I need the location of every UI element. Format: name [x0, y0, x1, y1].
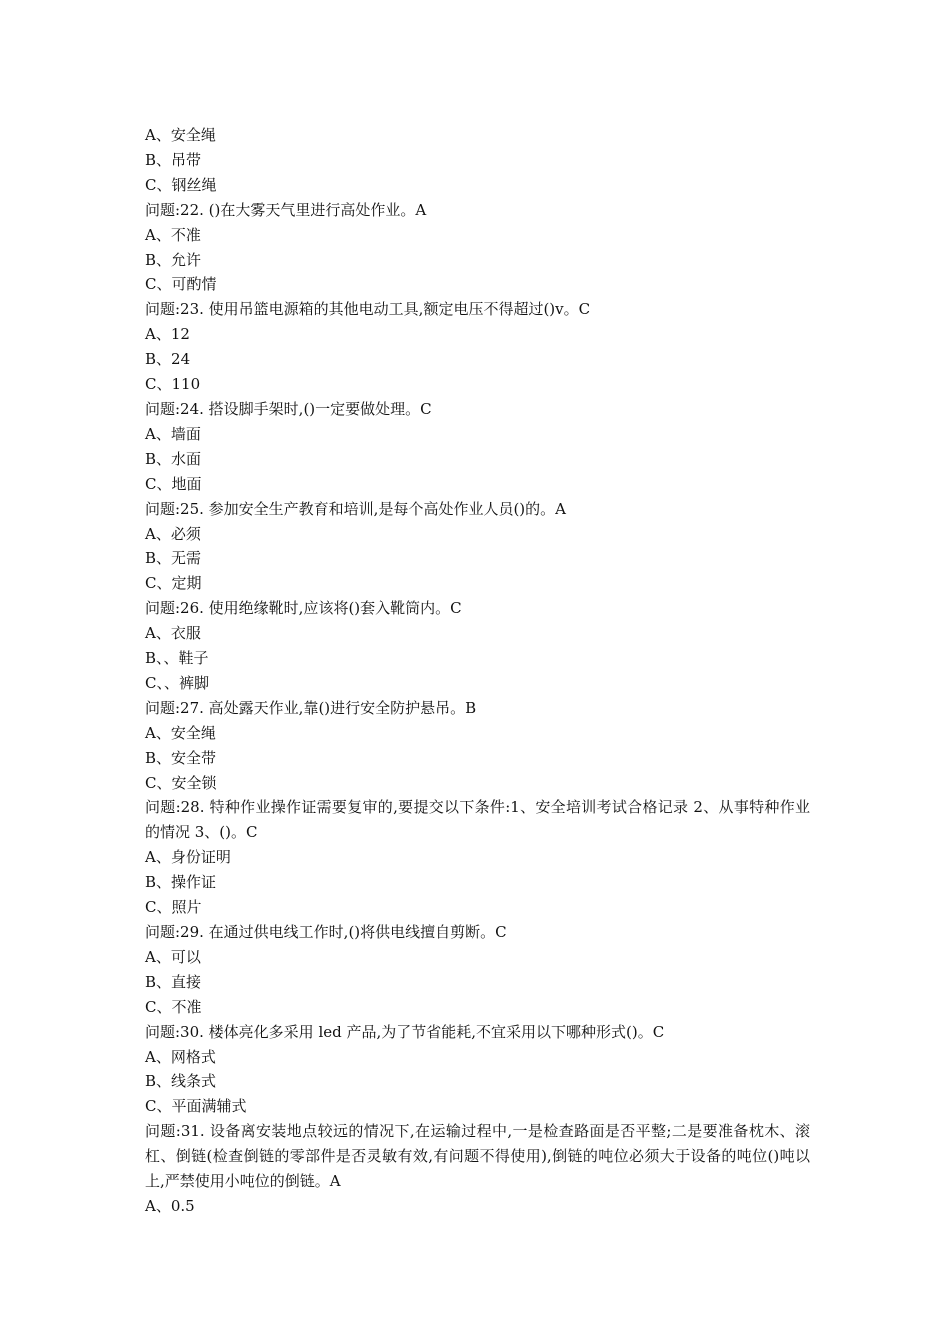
- question-text: 问题:22. ()在大雾天气里进行高处作业。A: [145, 200, 427, 219]
- answer-option: A、可以: [145, 947, 201, 966]
- question-text: 问题:23. 使用吊篮电源箱的其他电动工具,额定电压不得超过()v。C: [145, 300, 591, 319]
- answer-option: A、身份证明: [145, 848, 231, 867]
- answer-option: A、不准: [145, 225, 201, 244]
- answer-option: A、墙面: [145, 424, 201, 443]
- question-text: 问题:31. 设备离安装地点较远的情况下,在运输过程中,一是检查路面是否平整;二是要准备枕木、滚杠、倒链(检查倒链的零部件是否灵敏有效,有问题不得使用),倒链的吨位必须大于设备的吨位()吨以上,严禁使用小吨位的倒链。A: [145, 1122, 810, 1191]
- answer-option: C、照片: [145, 898, 202, 917]
- question-text: 问题:29. 在通过供电线工作时,()将供电线擅自剪断。C: [145, 923, 507, 941]
- answer-option: A、安全绳: [145, 723, 216, 742]
- answer-option: C、110: [145, 375, 201, 394]
- answer-option: A、网格式: [145, 1047, 216, 1066]
- question-text: 问题:26. 使用绝缘靴时,应该将()套入靴筒内。C: [145, 599, 462, 618]
- answer-option: C、定期: [145, 574, 202, 593]
- answer-option: B、吊带: [145, 150, 202, 169]
- answer-option: A、衣服: [145, 624, 201, 643]
- answer-option: A、12: [145, 325, 190, 344]
- answer-option: B、操作证: [145, 873, 217, 892]
- answer-option: C、不准: [145, 997, 202, 1016]
- answer-option: B、直接: [145, 972, 202, 991]
- answer-option: B、24: [145, 350, 191, 369]
- answer-option: C、、裤脚: [145, 673, 209, 692]
- answer-option: C、可酌情: [145, 275, 217, 294]
- answer-option: B、安全带: [145, 748, 217, 767]
- question-text: 问题:27. 高处露天作业,靠()进行安全防护悬吊。B: [145, 698, 477, 717]
- answer-option: A、必须: [145, 524, 201, 543]
- answer-option: B、线条式: [145, 1072, 217, 1091]
- question-text: 问题:25. 参加安全生产教育和培训,是每个高处作业人员()的。A: [145, 499, 566, 518]
- question-text: 问题:30. 楼体亮化多采用 led 产品,为了节省能耗,不宜采用以下哪种形式()。C: [145, 1022, 665, 1041]
- question-text: 问题:24. 搭设脚手架时,()一定要做处理。C: [145, 399, 432, 418]
- answer-option: B、允许: [145, 250, 202, 269]
- question-text: 问题:28. 特种作业操作证需要复审的,要提交以下条件:1、安全培训考试合格记录 2、从事特种作业的情况 3、()。C: [145, 798, 810, 842]
- answer-option: B、、鞋子: [145, 649, 209, 668]
- answer-option: C、安全锁: [145, 773, 217, 792]
- answer-option: A、安全绳: [145, 126, 216, 144]
- answer-option: C、地面: [145, 474, 202, 493]
- answer-option: C、平面满辅式: [145, 1097, 247, 1116]
- answer-option: B、无需: [145, 549, 202, 568]
- answer-option: B、水面: [145, 449, 202, 468]
- answer-option: C、钢丝绳: [145, 175, 217, 194]
- answer-option: A、0.5: [145, 1196, 195, 1215]
- document-page: [145, 123, 810, 1219]
